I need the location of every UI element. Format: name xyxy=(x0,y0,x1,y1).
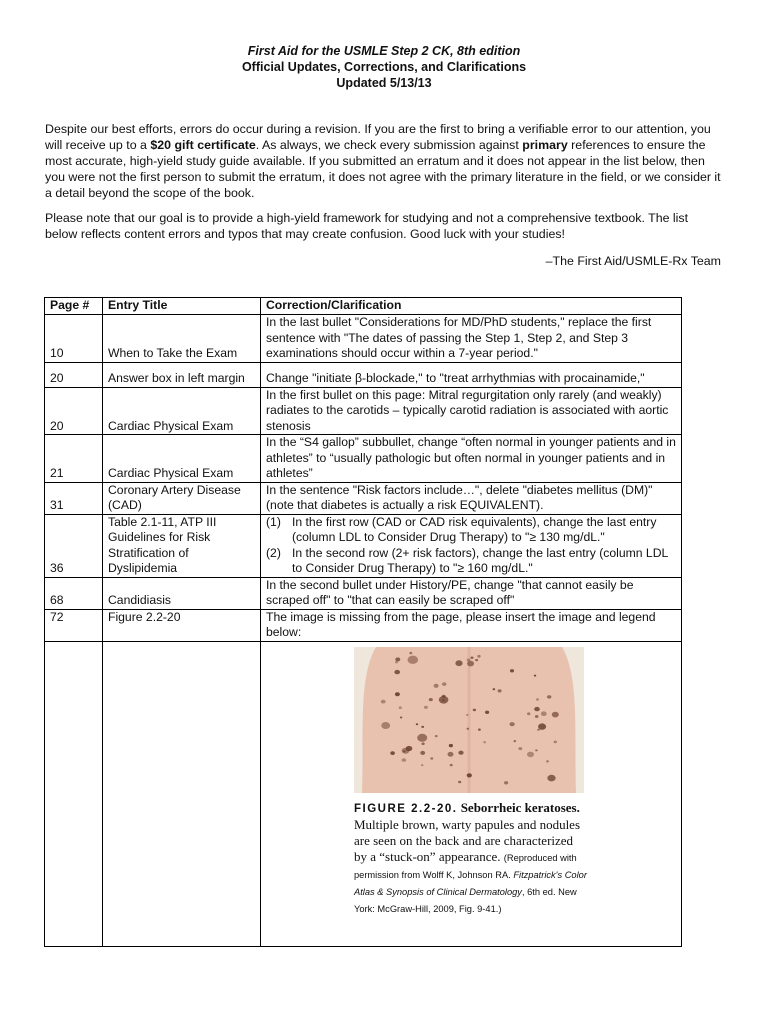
lesion-spot xyxy=(430,757,433,759)
table-row xyxy=(45,482,682,514)
page-cell: 10 xyxy=(45,315,103,363)
lesion-spot xyxy=(547,695,551,698)
page-cell: 20 xyxy=(45,362,103,387)
table-row xyxy=(45,362,682,387)
lesion-spot xyxy=(477,654,480,657)
lesion-spot xyxy=(554,740,557,743)
lesion-spot xyxy=(485,710,489,713)
team-signature: –The First Aid/USMLE-Rx Team xyxy=(545,254,721,268)
errata-table xyxy=(44,297,682,947)
page-cell: 36 xyxy=(45,514,103,577)
lesion-spot xyxy=(537,728,540,730)
page-cell: 31 xyxy=(45,482,103,514)
lesion-spot xyxy=(504,781,508,784)
lesion-spot xyxy=(422,742,425,745)
lesion-spot xyxy=(458,780,461,782)
lesion-spot xyxy=(416,723,418,725)
table-row xyxy=(45,315,682,363)
lesion-spot xyxy=(421,725,424,727)
lesion-spot xyxy=(381,722,390,729)
lesion-spot xyxy=(466,713,468,715)
lesion-spot xyxy=(546,760,549,762)
table-row xyxy=(45,435,682,483)
entry-cell: Coronary Artery Disease (CAD) xyxy=(103,482,261,514)
table-row xyxy=(45,609,682,641)
entry-cell: When to Take the Exam xyxy=(103,315,261,363)
lesion-spot xyxy=(402,758,407,762)
correction-cell: In the sentence "Risk factors include…", delete "diabetes mellitus (DM)" (note that diabetes is actually a risk EQUIVALENT). xyxy=(261,482,682,514)
lesion-spot xyxy=(514,740,517,742)
lesion-spot xyxy=(535,715,539,718)
intro-text-part: . As always, we check every submission against xyxy=(255,138,523,152)
table-row xyxy=(45,577,682,609)
lesion-spot xyxy=(535,749,538,751)
intro-paragraph-1 xyxy=(45,121,721,201)
list-item xyxy=(266,515,676,546)
page-cell: 68 xyxy=(45,577,103,609)
lesion-spot xyxy=(467,660,474,666)
entry-cell: Figure 2.2-20 xyxy=(103,609,261,641)
lesion-spot xyxy=(439,696,449,704)
lesion-spot xyxy=(541,711,547,716)
empty-cell xyxy=(103,641,261,946)
lesion-spot xyxy=(527,712,530,715)
page-cell: 21 xyxy=(45,435,103,483)
lesion-spot xyxy=(475,658,478,660)
lesion-spot xyxy=(534,706,540,710)
lesion-spot xyxy=(409,651,412,653)
lesion-spot xyxy=(471,656,474,658)
correction-cell: In the “S4 gallop” subbullet, change “often normal in younger patients and in athletes” to “usually pathologic but often normal in younger patients and in athletes” xyxy=(261,435,682,483)
table-row xyxy=(45,387,682,435)
lesion-spot xyxy=(424,705,428,708)
lesion-spot xyxy=(510,722,515,726)
lesion-spot xyxy=(395,692,400,696)
lesion-spot xyxy=(478,728,481,730)
lesion-spot xyxy=(408,655,419,663)
column-header-correction: Correction/Clarification xyxy=(261,298,682,315)
intro-text-part: references to ensure the most accurate, high-yield study guide available. If you submitted an erratum and it does not appear in the list below, then you were not the first person to submit the erratum, it does not agree with the primary literature in the field, or we consider it a detail beyond the scope of the book. xyxy=(45,138,721,200)
correction-cell: In the last bullet "Considerations for MD/PhD students," replace the first sentence with "The dates of passing the Step 1, Step 2, and Step 3 examinations should occur within a 7-year period." xyxy=(261,315,682,363)
lesion-spot xyxy=(420,750,425,754)
lesion-spot xyxy=(395,657,400,661)
lesion-spot xyxy=(455,660,462,666)
gift-certificate-text: $20 gift certificate xyxy=(150,138,256,152)
primary-text: primary xyxy=(522,138,568,152)
lesion-spot xyxy=(467,727,470,729)
figure-cell xyxy=(261,641,682,946)
lesion-spot xyxy=(473,708,476,711)
correction-cell xyxy=(261,514,682,577)
lesion-spot xyxy=(421,764,423,766)
lesion-spot xyxy=(394,669,400,673)
figure-title: Seborrheic keratoses. xyxy=(460,799,580,815)
lesion-spot xyxy=(449,743,453,746)
entry-cell: Candidiasis xyxy=(103,577,261,609)
seborrheic-keratoses-photo xyxy=(354,647,584,793)
lesion-spot xyxy=(534,674,536,676)
empty-cell xyxy=(45,641,103,946)
lesion-spot xyxy=(400,716,402,718)
lesion-spot xyxy=(450,763,453,765)
correction-cell: In the first bullet on this page: Mitral regurgitation only rarely (and weakly) radiates to the carotids – typically carotid radiation is associated with aortic stenosis xyxy=(261,387,682,435)
figure-description: Multiple brown, warty papules and nodules are seen on the back and are characterized by a “stuck-on” appearance. xyxy=(354,816,581,864)
table-header-row xyxy=(45,298,682,315)
lesion-spot xyxy=(434,683,439,687)
credit-book-title: Fitzpatrick's Color Atlas & Synopsis of Clinical Dermatology xyxy=(354,869,587,897)
lesion-spot xyxy=(402,747,410,753)
lesion-spot xyxy=(467,658,471,661)
lesion-spot xyxy=(390,751,395,755)
lesion-spot xyxy=(552,711,559,717)
page-cell: 20 xyxy=(45,387,103,435)
correction-cell: The image is missing from the page, please insert the image and legend below: xyxy=(261,609,682,641)
column-header-page: Page # xyxy=(45,298,103,315)
correction-cell: Change "initiate β-blockade," to "treat arrhythmias with procainamide," xyxy=(261,362,682,387)
lesion-spot xyxy=(498,689,502,692)
lesion-spot xyxy=(510,669,514,672)
skin-photo-graphic xyxy=(354,647,584,793)
figure-caption xyxy=(354,800,589,917)
list-item-text: In the first row (CAD or CAD risk equivalents), change the last entry (column LDL to Consider Drug Therapy) to "≥ 130 mg/dL." xyxy=(292,514,657,544)
lesion-spot xyxy=(458,750,463,754)
list-item-text: In the second row (2+ risk factors), change the last entry (column LDL to Consider Drug Therapy) to "≥ 160 mg/dL." xyxy=(292,545,668,575)
figure-label: FIGURE 2.2-20. xyxy=(354,802,458,815)
lesion-spot xyxy=(435,735,438,737)
credit-text: , 6th ed. New York: McGraw-Hill, 2009, Fig. 9-41.) xyxy=(354,886,577,914)
lesion-spot xyxy=(429,698,433,701)
entry-cell: Answer box in left margin xyxy=(103,362,261,387)
updated-date: Updated 5/13/13 xyxy=(336,76,432,90)
lesion-spot xyxy=(417,733,427,741)
entry-cell: Table 2.1-11, ATP III Guidelines for Risk Stratification of Dyslipidemia xyxy=(103,514,261,577)
entry-cell: Cardiac Physical Exam xyxy=(103,435,261,483)
lesion-spot xyxy=(493,688,496,690)
lesion-spot xyxy=(381,699,386,703)
lesion-spot xyxy=(448,751,454,756)
lesion-spot xyxy=(518,747,522,750)
table-row xyxy=(45,514,682,577)
intro-paragraph-2: Please note that our goal is to provide a high-yield framework for studying and not a comprehensive textbook. The list below reflects content errors and typos that may create confusion. Good luck with your studies! xyxy=(45,211,689,241)
document-title: First Aid for the USMLE Step 2 CK, 8th edition xyxy=(247,44,521,58)
lesion-spot xyxy=(395,661,398,663)
lesion-spot xyxy=(442,682,447,686)
lesion-spot xyxy=(536,698,539,700)
correction-cell: In the second bullet under History/PE, change "that cannot easily be scraped off" to "that can easily be scraped off" xyxy=(261,577,682,609)
page-cell: 72 xyxy=(45,609,103,641)
list-item xyxy=(266,546,676,577)
lesion-spot xyxy=(467,773,472,777)
list-item-number: (2) xyxy=(266,545,281,560)
entry-cell: Cardiac Physical Exam xyxy=(103,387,261,435)
lesion-spot xyxy=(483,741,486,743)
credit-text: (Reproduced with permission from Wolff K, Johnson RA. xyxy=(354,852,577,880)
lesion-spot xyxy=(527,751,534,757)
intro-text-part: Despite our best efforts, errors do occur during a revision. If you are the first to bring a verifiable error to our attention, you will receive up to a xyxy=(45,122,711,152)
figure-row xyxy=(45,641,682,946)
lesion-spot xyxy=(399,706,402,709)
document-subtitle: Official Updates, Corrections, and Clarifications xyxy=(241,60,527,74)
lesion-spot xyxy=(538,723,546,729)
list-item-number: (1) xyxy=(266,514,281,529)
column-header-entry: Entry Title xyxy=(103,298,261,315)
lesion-spot xyxy=(547,774,555,781)
